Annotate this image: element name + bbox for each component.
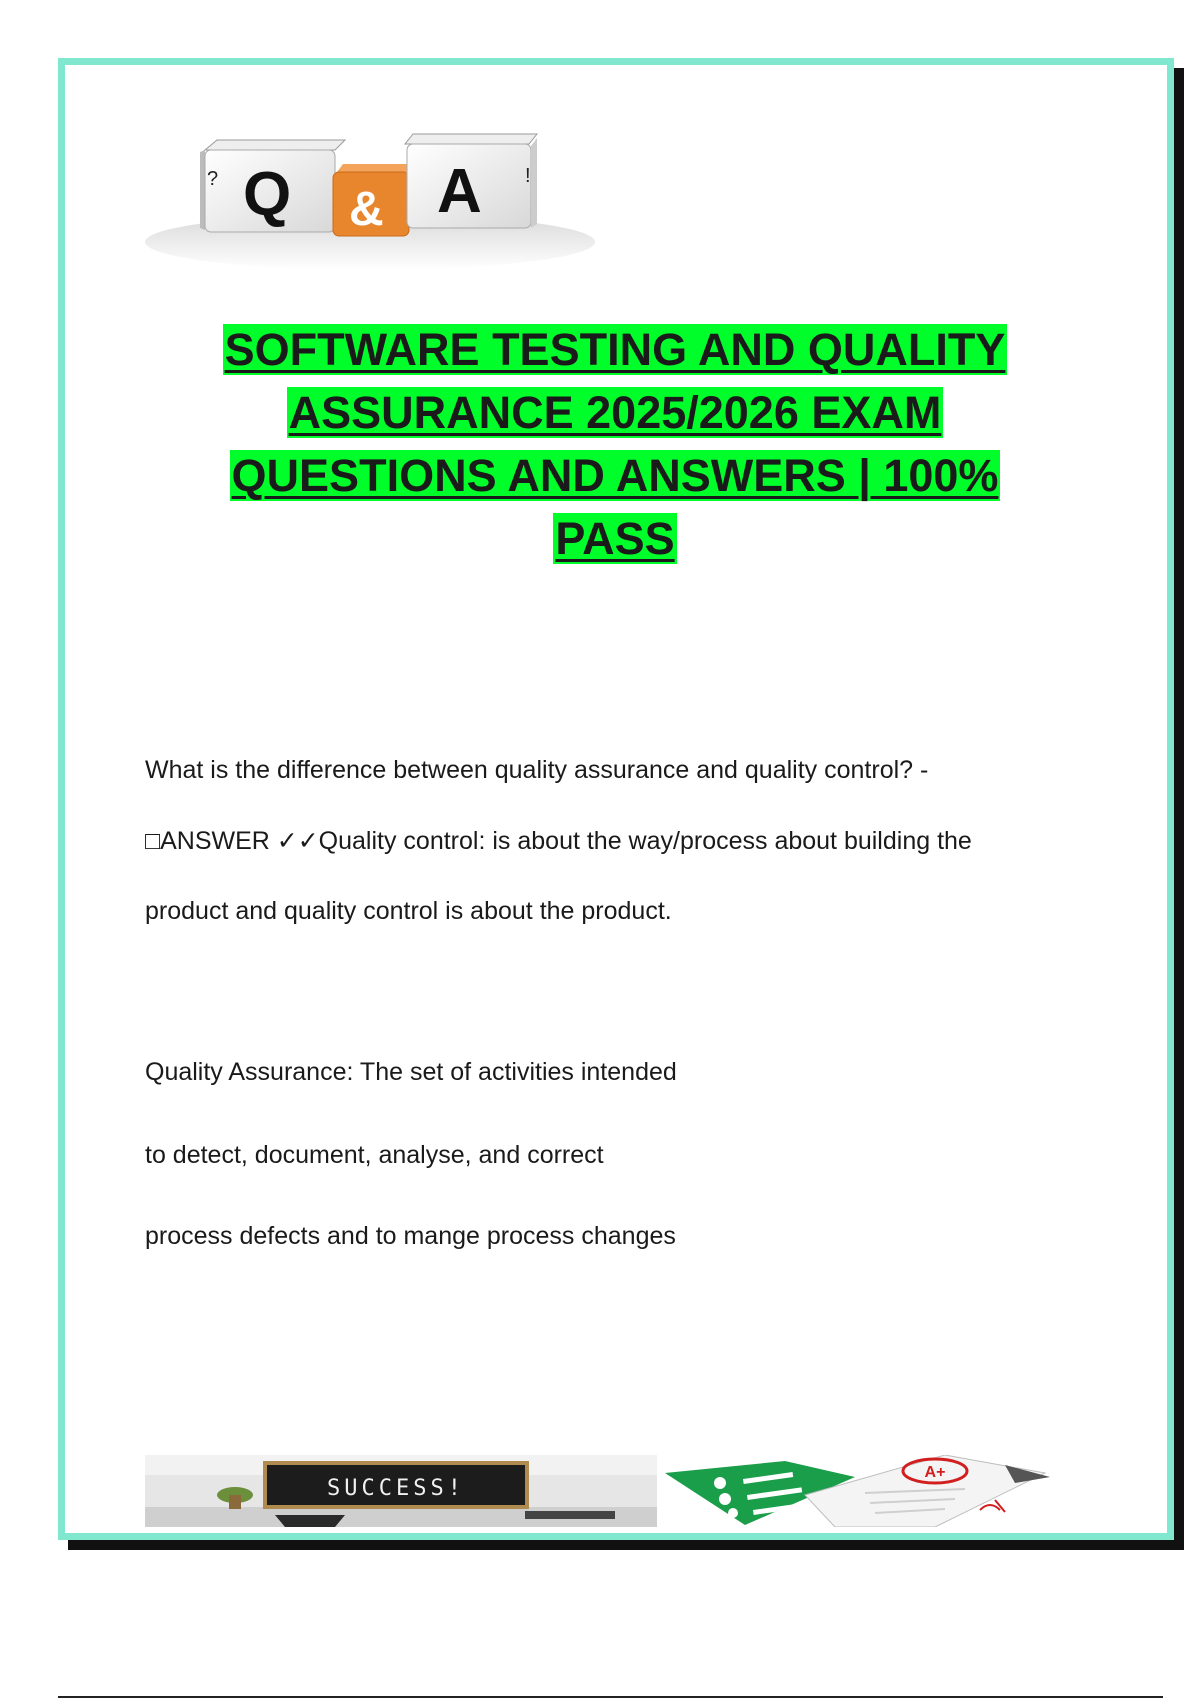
title-line-2: ASSURANCE 2025/2026 EXAM [288, 387, 942, 438]
page-border-frame [58, 58, 1174, 1540]
question-mark-glyph: ? [207, 168, 219, 190]
answer-line-1: □ANSWER ✓✓Quality control: is about the way/process about building the [145, 827, 972, 855]
success-sign-image [145, 1455, 657, 1527]
exclamation-glyph: ! [525, 165, 531, 187]
footer-rule [58, 1696, 1163, 1698]
qa-dice-logo [145, 130, 600, 280]
grade-stamp-text: A+ [924, 1464, 946, 1481]
ampersand-glyph: & [349, 183, 384, 236]
answer-line-2: product and quality control is about the product. [145, 897, 672, 925]
graded-paper-icon [805, 1455, 1050, 1527]
title-line-3: QUESTIONS AND ANSWERS | 100% [231, 450, 999, 501]
qa-definition-line-1: Quality Assurance: The set of activities intended [145, 1058, 677, 1086]
q-letter: Q [243, 160, 292, 229]
title-line-4: PASS [555, 513, 675, 564]
success-sign-text: SUCCESS! [327, 1476, 465, 1501]
question-text: What is the difference between quality assurance and quality control? - [145, 756, 929, 784]
title-line-1: SOFTWARE TESTING AND QUALITY [224, 324, 1006, 375]
bottom-decorative-images [145, 1455, 1057, 1527]
a-cube [405, 134, 537, 228]
q-cube [200, 140, 345, 232]
document-title [150, 318, 1080, 570]
qa-definition-line-3: process defects and to mange process changes [145, 1222, 676, 1250]
qa-definition-line-2: to detect, document, analyse, and correct [145, 1141, 604, 1169]
ampersand-cube [333, 164, 413, 236]
a-letter: A [437, 157, 482, 226]
